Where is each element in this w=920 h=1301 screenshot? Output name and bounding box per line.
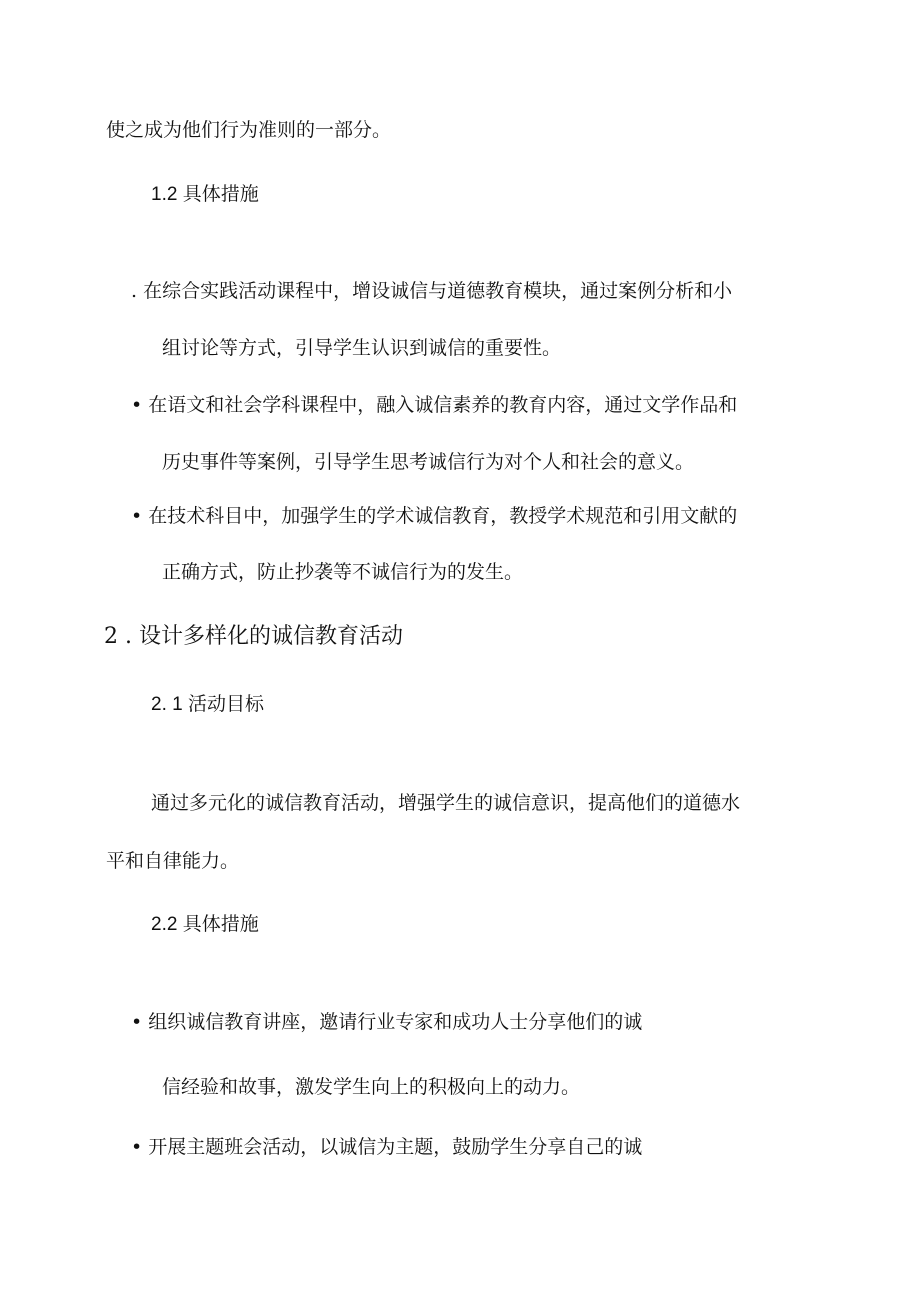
list-item-1-line-2: 组讨论等方式，引导学生认识到诚信的重要性。 [162, 337, 562, 359]
list-item-5-line-1: • 开展主题班会活动，以诚信为主题，鼓励学生分享自己的诚 [131, 1136, 643, 1158]
list-item-2-line-1: • 在语文和社会学科课程中，融入诚信素养的教育内容，通过文学作品和 [131, 394, 738, 416]
list-item-4-line-2: 信经验和故事，激发学生向上的积极向上的动力。 [162, 1076, 581, 1098]
subheading-2-1: 2. 1 活动目标 [151, 694, 264, 715]
body-paragraph-line-1: 通过多元化的诚信教育活动，增强学生的诚信意识，提高他们的道德水 [151, 792, 741, 814]
body-paragraph-line-2: 平和自律能力。 [106, 850, 240, 872]
list-item-1-line-1: . 在综合实践活动课程中，增设诚信与道德教育模块，通过案例分析和小 [131, 280, 733, 302]
list-item-4-line-1: • 组织诚信教育讲座，邀请行业专家和成功人士分享他们的诚 [131, 1011, 643, 1033]
list-item-2-line-2: 历史事件等案例，引导学生思考诚信行为对个人和社会的意义。 [162, 451, 695, 473]
paragraph-continuation: 使之成为他们行为准则的一部分。 [106, 119, 392, 141]
subheading-1-2: 1.2 具体措施 [151, 184, 259, 205]
section-heading-2: 2 . 设计多样化的诚信教育活动 [104, 624, 403, 649]
list-item-3-line-1: • 在技术科目中，加强学生的学术诚信教育，教授学术规范和引用文献的 [131, 505, 738, 527]
list-item-3-line-2: 正确方式，防止抄袭等不诚信行为的发生。 [162, 561, 524, 583]
subheading-2-2: 2.2 具体措施 [151, 914, 259, 935]
